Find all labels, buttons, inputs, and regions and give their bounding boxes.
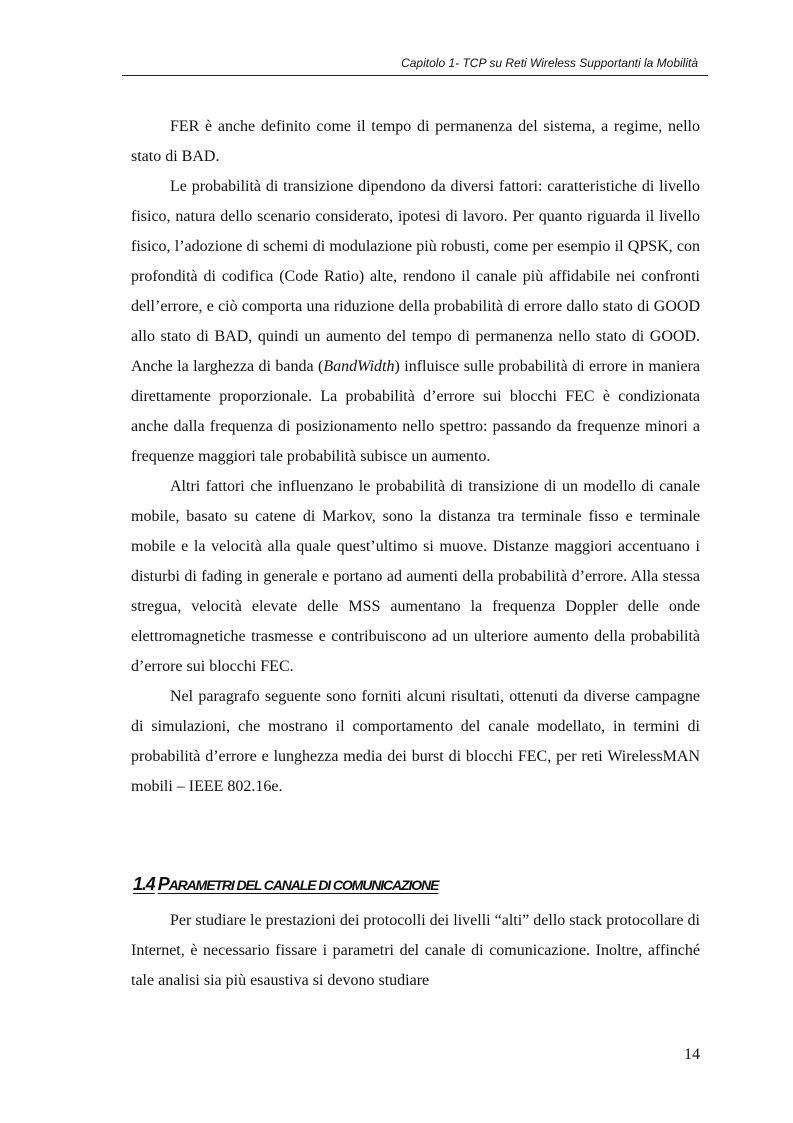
running-header	[122, 56, 708, 76]
section-title-rest: ARAMETRI DEL CANALE DI COMUNICAZIONE	[168, 877, 439, 893]
page-number: 14	[684, 1046, 700, 1063]
section-title	[158, 874, 439, 894]
paragraph-other-factors: Altri fattori che influenzano le probabilità di transizione di un modello di canale mobile, basato su catene di Markov, sono la distanza tra terminale fisso e terminale mobile e la velocità alla quale quest’ultimo si muove. Distanze maggiori accentuano i disturbi di fading in generale e portano ad aumenti della probabilità d’errore. Alla stessa stregua, velocità elevate delle MSS aumentano la frequenza Doppler delle onde elettromagnetiche trasmesse e contribuiscono ad un ulteriore aumento della probabilità d’errore sui blocchi FEC.	[131, 478, 700, 675]
section-heading	[133, 872, 438, 897]
section-title-initial: P	[157, 874, 169, 894]
body-text-after-section	[131, 906, 700, 996]
bandwidth-term: BandWidth	[323, 358, 395, 375]
paragraph-transition-probabilities-part2: ) influisce sulle probabilità di errore in maniera direttamente proporzionale. La probabilità d’errore sui blocchi FEC è condizionata anche dalla frequenza di posizionamento nello spettro: passando da frequenze minori a frequenze maggiori tale probabilità subisce un aumento.	[131, 358, 700, 465]
paragraph-transition-probabilities-part1: Le probabilità di transizione dipendono da diversi fattori: caratteristiche di livello fisico, natura dello scenario considerato, ipotesi di lavoro. Per quanto riguarda il livello fisico, l’adozione di schemi di modulazione più robusti, come per esempio il QPSK, con profondità di codifica (Code Ratio) alte, rendono il canale più affidabile nei confronti dell’errore, e ciò comporta una riduzione della probabilità di errore dallo stato di GOOD allo stato di BAD, quindi un aumento del tempo di permanenza nello stato di GOOD. Anche la larghezza di banda (	[131, 178, 700, 375]
paragraph-fer-definition: FER è anche definito come il tempo di permanenza del sistema, a regime, nello stato di BAD.	[131, 118, 700, 165]
body-text-before-section	[131, 112, 700, 802]
paragraph-transition-probabilities	[131, 172, 700, 472]
running-header-title: Capitolo 1- TCP su Reti Wireless Supportanti la Mobilità	[401, 56, 698, 70]
paragraph-next-section-intro: Nel paragrafo seguente sono forniti alcuni risultati, ottenuti da diverse campagne di simulazioni, che mostrano il comportamento del canale modellato, in termini di probabilità d’errore e lunghezza media dei burst di blocchi FEC, per reti WirelessMAN mobili – IEEE 802.16e.	[131, 688, 700, 795]
section-number: 1.4	[133, 874, 155, 894]
paragraph-channel-parameters: Per studiare le prestazioni dei protocolli dei livelli “alti” dello stack protocollare di Internet, è necessario fissare i parametri del canale di comunicazione. Inoltre, affinché tale analisi sia più esaustiva si devono studiare	[131, 912, 700, 989]
